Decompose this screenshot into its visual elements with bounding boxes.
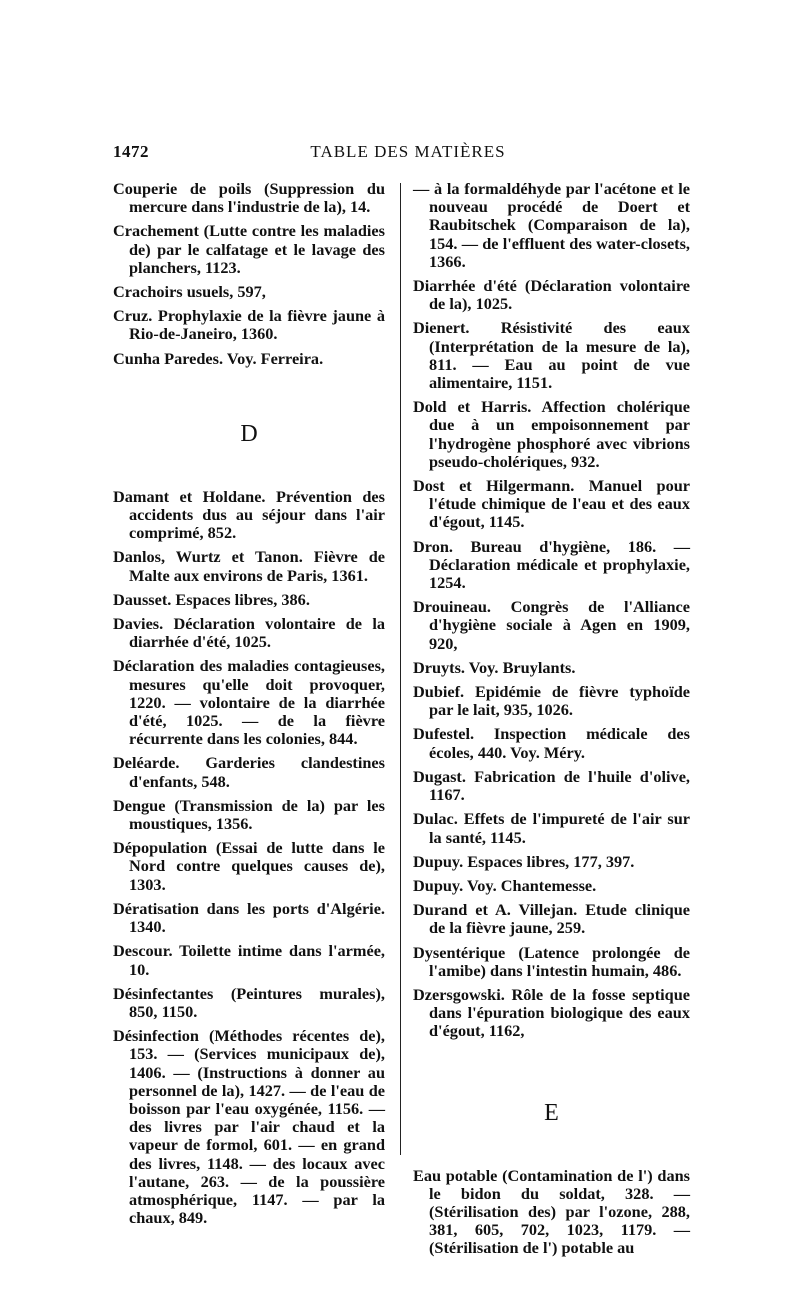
section-letter-e: E	[544, 1099, 559, 1126]
index-entry: Drouineau. Congrès de l'Alliance d'hygiène sociale à Agen en 1909, 920,	[413, 597, 690, 653]
index-entry: Davies. Déclaration volontaire de la diarrhée d'été, 1025.	[113, 614, 385, 652]
index-entry: Druyts. Voy. Bruylants.	[413, 657, 576, 677]
index-entry: Diarrhée d'été (Déclaration volontaire de la), 1025.	[413, 276, 690, 314]
index-entry: — à la formaldéhyde par l'acétone et le nouveau procédé de Doert et Raubitschek (Comparaison de la), 154. — de l'effluent des water-closets, 1366.	[413, 179, 690, 271]
index-entry: Déclaration des maladies contagieuses, mesures qu'elle doit provoquer, 1220. — volontaire de la diarrhée d'été, 1025. — de la fièvre récurrente dans les colonies, 844.	[113, 656, 385, 749]
index-entry: Dératisation dans les ports d'Algérie. 1340.	[113, 898, 385, 937]
index-entry: Dengue (Transmission de la) par les moustiques, 1356.	[113, 795, 385, 834]
running-title: TABLE DES MATIÈRES	[310, 142, 506, 161]
index-entry: Dysentérique (Latence prolongée de l'amibe) dans l'intestin humain, 486.	[413, 942, 690, 980]
index-entry: Dost et Hilgermann. Manuel pour l'étude chimique de l'eau et des eaux d'égout, 1145.	[413, 476, 690, 532]
index-entry: Désinfectantes (Peintures murales), 850, 1150.	[113, 983, 385, 1021]
column-divider	[400, 183, 401, 1155]
index-entry: Crachement (Lutte contre les maladies de) par le calfatage et le lavage des planchers, 1123.	[113, 221, 385, 277]
index-entry: Damant et Holdane. Prévention des accidents dus au séjour dans l'air comprimé, 852.	[113, 486, 385, 543]
index-entry: Cunha Paredes. Voy. Ferreira.	[113, 348, 324, 368]
index-entry: Dzersgowski. Rôle de la fosse septique dans l'épuration biologique des eaux d'égout, 1162,	[413, 984, 690, 1041]
index-entry: Dupuy. Voy. Chantemesse.	[413, 875, 597, 895]
index-entry: Dugast. Fabrication de l'huile d'olive, 1167.	[413, 766, 690, 805]
index-entry: Descour. Toilette intime dans l'armée, 10.	[113, 941, 385, 979]
index-entry: Couperie de poils (Suppression du mercure dans l'industrie de la), 14.	[113, 179, 385, 217]
index-entry: Dubief. Epidémie de fièvre typhoïde par le lait, 935, 1026.	[413, 682, 690, 720]
index-entry: Dausset. Espaces libres, 386.	[113, 589, 310, 609]
index-entry: Cruz. Prophylaxie de la fièvre jaune à Rio-de-Janeiro, 1360.	[113, 306, 385, 344]
index-entry: Dron. Bureau d'hygiène, 186. — Déclaration médicale et prophylaxie, 1254.	[413, 536, 690, 593]
left-column	[113, 180, 385, 1233]
right-column	[413, 180, 690, 1264]
index-entry: Dépopulation (Essai de lutte dans le Nord contre quelques causes de), 1303.	[113, 838, 385, 894]
page-header	[113, 142, 703, 166]
index-entry: Dupuy. Espaces libres, 177, 397.	[413, 851, 635, 871]
index-entry: Danlos, Wurtz et Tanon. Fièvre de Malte aux environs de Paris, 1361.	[113, 547, 385, 585]
index-entry: Dold et Harris. Affection cholérique due à un empoisonnement par l'hydrogène phosphoré avec vibrions pseudo-cholériques, 932.	[413, 397, 690, 471]
index-entry: Crachoirs usuels, 597,	[113, 282, 266, 302]
index-entry: Eau potable (Contamination de l') dans le bidon du soldat, 328. — (Stérilisation des) par l'ozone, 288, 381, 605, 702, 1023, 1179. — (Stérilisation de l') potable au	[413, 1165, 690, 1258]
index-entry: Durand et A. Villejan. Etude clinique de la fièvre jaune, 259.	[413, 900, 690, 938]
index-entry: Dulac. Effets de l'impureté de l'air sur la santé, 1145.	[413, 809, 690, 847]
index-entry: Deléarde. Garderies clandestines d'enfants, 548.	[113, 753, 385, 791]
index-entry: Dufestel. Inspection médicale des écoles, 440. Voy. Méry.	[413, 724, 690, 762]
page-number: 1472	[113, 142, 149, 161]
index-entry: Dienert. Résistivité des eaux (Interprétation de la mesure de la), 811. — Eau au point de vue alimentaire, 1151.	[413, 318, 690, 393]
section-letter-d: D	[240, 420, 258, 447]
index-entry: Désinfection (Méthodes récentes de), 153. — (Services municipaux de), 1406. — (Instructions à donner au personnel de la), 1427. — de l'eau de boisson par l'eau oxygénée, 1156. — des livres par l'air chaud et la vapeur de formol, 601. — en grand des livres, 1148. — des locaux avec l'autane, 263. — de la poussière atmosphérique, 1147. — par la chaux, 849.	[113, 1026, 385, 1228]
